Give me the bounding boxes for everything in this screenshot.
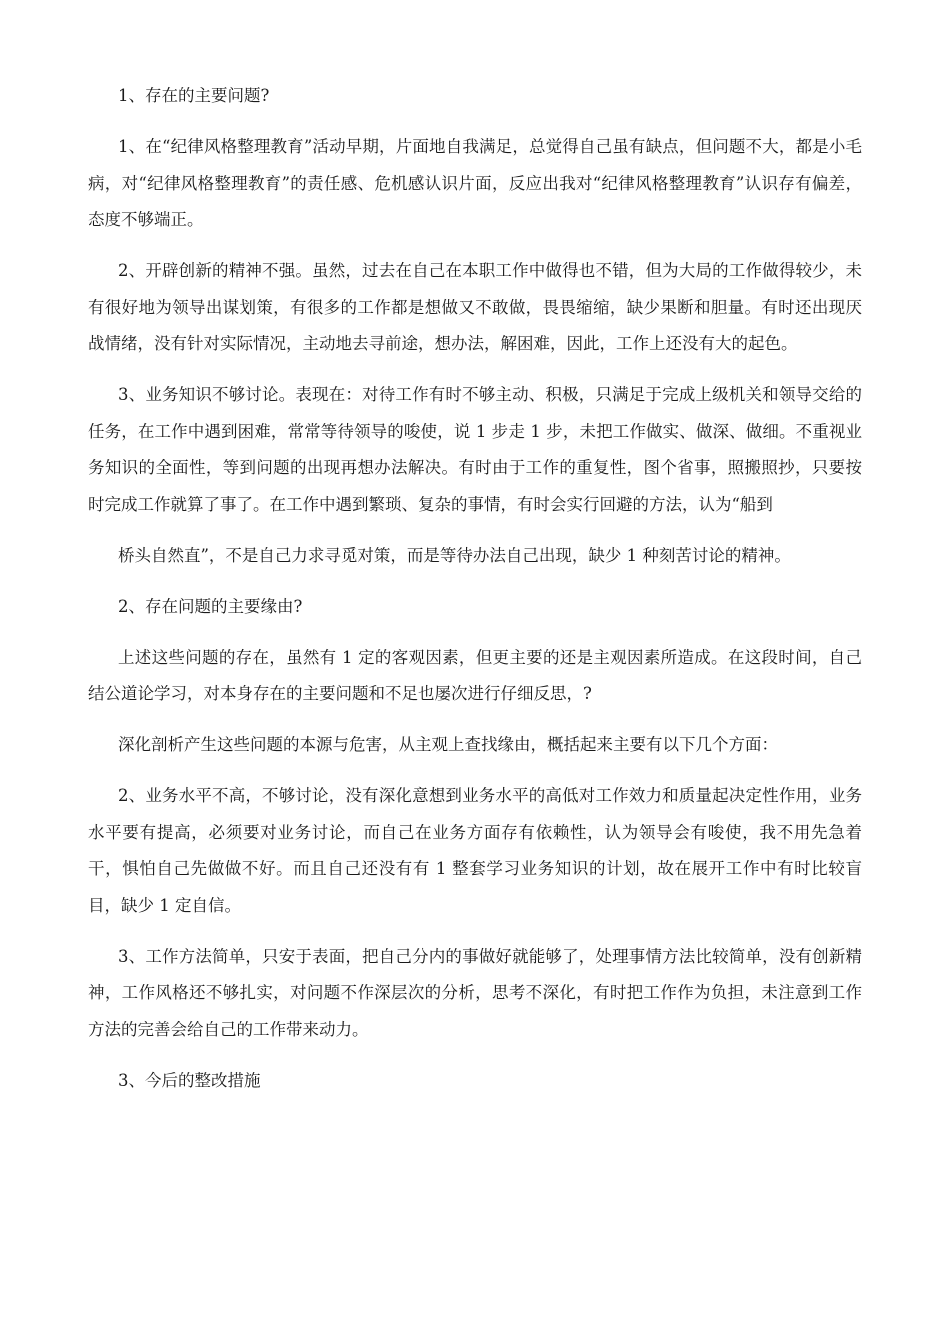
- section-heading-measures: 3、今后的整改措施: [118, 1070, 261, 1090]
- paragraph-cause-2: 2、业务水平不高，不够讨论，没有深化意想到业务水平的高低对工作效力和质量起决定性作用，业务水平要有提高，必须要对业务讨论，而自己在业务方面存有依赖性，认为领导会有唆使，我不用先急着干，惧怕自己先做做不好。而且自己还没有有 1 整套学习业务知识的计划，故在展开工作中有时比较盲目，缺少 1 定自信。: [88, 786, 862, 915]
- paragraph-problem-1: 1、在“纪律风格整理教育”活动早期，片面地自我满足，总觉得自己虽有缺点，但问题不大，都是小毛病，对“纪律风格整理教育”的责任感、危机感认识片面，反应出我对“纪律风格整理教育”认识存有偏差，态度不够端正。: [88, 137, 862, 229]
- paragraph-problem-3-continued: 桥头自然直”，不是自己力求寻觅对策，而是等待办法自己出现，缺少 1 种刻苦讨论的精神。: [118, 545, 791, 565]
- paragraph-causes-intro: 上述这些问题的存在，虽然有 1 定的客观因素，但更主要的还是主观因素所造成。在这段时间，自己结公道论学习，对本身存在的主要问题和不足也屡次进行仔细反思，?: [88, 647, 862, 703]
- section-heading-causes: 2、存在问题的主要缘由?: [118, 596, 303, 616]
- section-heading-problems: 1、存在的主要问题?: [118, 86, 270, 105]
- paragraph-problem-2: 2、开辟创新的精神不强。虽然，过去在自己在本职工作中做得也不错，但为大局的工作做得较少，未有很好地为领导出谋划策，有很多的工作都是想做又不敢做，畏畏缩缩，缺少果断和胆量。有时还出现厌战情绪，没有针对实际情况，主动地去寻前途，想办法，解困难，因此，工作上还没有大的起色。: [88, 261, 862, 353]
- paragraph-cause-3: 3、工作方法简单，只安于表面，把自己分内的事做好就能够了，处理事情方法比较简单，没有创新精神，工作风格还不够扎实，对问题不作深层次的分析，思考不深化，有时把工作作为负担，未注意到工作方法的完善会给自己的工作带来动力。: [88, 946, 862, 1039]
- paragraph-problem-3: 3、业务知识不够讨论。表现在：对待工作有时不够主动、积极，只满足于完成上级机关和领导交给的任务，在工作中遇到困难，常常等待领导的唆使，说 1 步走 1 步，未把工作做实、做深、做细。不重视业务知识的全面性，等到问题的出现再想办法解决。有时由于工作的重复性，图个省事，照搬照抄，只要按时完成工作就算了事了。在工作中遇到繁琐、复杂的事情，有时会实行回避的方法，认为“船到: [88, 385, 862, 514]
- paragraph-causes-analysis: 深化剖析产生这些问题的本源与危害，从主观上查找缘由，概括起来主要有以下几个方面：: [118, 735, 778, 754]
